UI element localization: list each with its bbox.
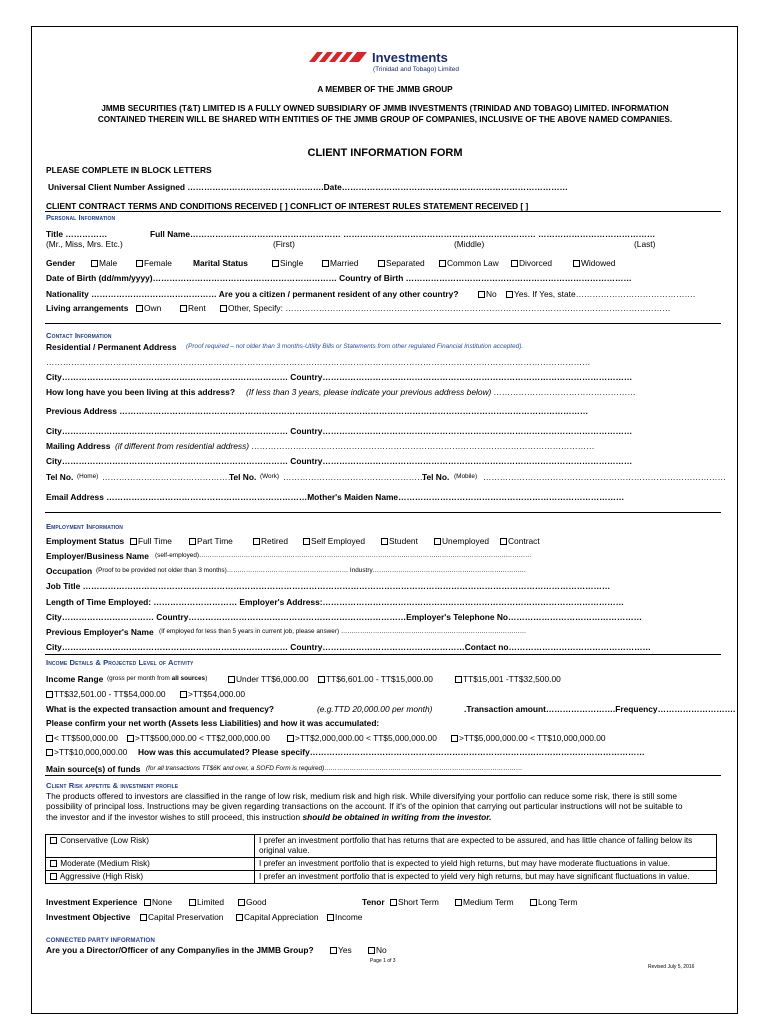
title-field[interactable]: Title …………… <box>46 229 108 239</box>
tel-work-field[interactable]: …………………………………………… <box>283 472 426 482</box>
marital-separated-checkbox[interactable]: Separated <box>378 258 425 268</box>
emp-self-employed-checkbox[interactable]: Self Employed <box>303 536 365 546</box>
exp-limited-checkbox[interactable]: Limited <box>189 897 224 907</box>
tel-mobile-label: Tel No. <box>422 472 450 482</box>
transaction-field[interactable]: .Transaction amount…………………….Frequency………………………. <box>464 704 736 714</box>
obj-preservation-checkbox[interactable]: Capital Preservation <box>140 912 223 922</box>
terms-line: CLIENT CONTRACT TERMS AND CONDITIONS RECEIVED [ ] CONFLICT OF INTEREST RULES STATEMENT RECEIVED [ ] <box>46 201 529 211</box>
prev-city-country-field[interactable]: City……………………………………………………………………… Country………………………………………………………………………………………………… <box>46 426 633 436</box>
ucn-field[interactable]: Universal Client Number Assigned ………………………………………….Date……………………………………………………………………… <box>48 182 568 192</box>
other-country-yes-checkbox[interactable]: Yes. If Yes, state……………………………………. <box>506 289 695 299</box>
city-country-field[interactable]: City……………………………………………………………………… Country………………………………………………………………………………………………… <box>46 372 633 382</box>
risk-aggressive-checkbox[interactable]: Aggressive (High Risk) <box>46 871 255 884</box>
nw-opt5-checkbox[interactable]: >TT$10,000,000.00 <box>46 747 127 757</box>
emp-full-time-checkbox[interactable]: Full Time <box>130 536 172 546</box>
logo-subtitle: (Trinidad and Tobago) Limited <box>373 66 459 73</box>
connected-question: Are you a Director/Officer of any Company/ies in the JMMB Group? <box>46 945 314 955</box>
emp-retired-checkbox[interactable]: Retired <box>253 536 288 546</box>
obj-appreciation-checkbox[interactable]: Capital Appreciation <box>236 912 319 922</box>
middle-hint: (Middle) <box>454 239 485 249</box>
tenor-label: Tenor <box>362 897 385 907</box>
block-letters-note: PLEASE COMPLETE IN BLOCK LETTERS <box>46 165 212 175</box>
tel-mobile-hint: (Mobile) <box>454 473 478 480</box>
nationality-field[interactable]: Nationality ……………………………………… Are you a citizen / permanent resident of any other country? <box>46 289 459 299</box>
employer-field[interactable]: (self-employed)………………………………………………………………………………………………………………………………………… <box>155 552 532 559</box>
residential-note: (Proof required – not older than 3 months-Utility Bills or Statements from other regulated Financial Institution accepted). <box>186 343 524 350</box>
gender-female-checkbox[interactable]: Female <box>136 258 172 268</box>
other-country-no-checkbox[interactable]: No <box>478 289 497 299</box>
marital-divorced-checkbox[interactable]: Divorced <box>511 258 552 268</box>
income-opt3-checkbox[interactable]: TT$15,001 -TT$32,500.00 <box>455 674 561 684</box>
gender-label: Gender <box>46 258 76 268</box>
employer-label: Employer/Business Name <box>46 551 149 561</box>
mailing-label: Mailing Address <box>46 441 111 451</box>
expected-note: (e.g.TTD 20,000.00 per month) <box>317 704 433 714</box>
divider <box>45 654 721 655</box>
table-row <box>46 835 717 858</box>
marital-single-checkbox[interactable]: Single <box>272 258 303 268</box>
divider <box>45 775 721 776</box>
income-opt5-checkbox[interactable]: >TT$54,000.00 <box>180 689 245 699</box>
tel-home-label: Tel No. <box>46 472 74 482</box>
employer-city-field[interactable]: City…………………………… Country……………………………………………………………………Employer's Telephone No………………………………………… <box>46 612 643 622</box>
prev-employer-field[interactable]: (If employed for less than 5 years in current job, please answer) …………………………………………………………………………… <box>159 628 527 635</box>
occupation-label: Occupation <box>46 566 93 576</box>
mail-city-country-field[interactable]: City……………………………………………………………………… Country………………………………………………………………………………………………… <box>46 456 633 466</box>
notice-line-2: CONTAINED THEREIN WILL BE SHARED WITH ENTITIES OF THE JMMB GROUP OF COMPANIES, INCLUSIVE OF THE ABOVE NAMED COMPANIES. <box>97 115 673 124</box>
table-row <box>46 871 717 884</box>
main-source-label: Main source(s) of funds <box>46 764 141 774</box>
dob-field[interactable]: Date of Birth (dd/mm/yyyy)………………………………………………………… Country of Birth ……………………………………………………………………… <box>46 273 632 283</box>
length-address-field[interactable]: Length of Time Employed: ………………………… Employer's Address:……………………………………………………………………………………………… <box>46 597 625 607</box>
risk-heading: Client Risk appetite & investment profile <box>46 781 179 790</box>
page-number: Page 1 of 3 <box>370 958 396 964</box>
net-worth-label: Please confirm your net worth (Assets less Liabilities) and how it was accumulated: <box>46 718 380 728</box>
prev-employer-city-field[interactable]: City……………………………………………………………………… Country……………………………………………Contact no…………………………………………… <box>46 642 651 652</box>
risk-paragraph-2: possibility of principal loss. Instructions may be given regarding transactions on the account. If it's of the opinion that carrying out particular instructions will not be suitable to <box>46 801 683 811</box>
tenor-medium-checkbox[interactable]: Medium Term <box>455 897 514 907</box>
living-label: Living arrangements <box>46 303 129 313</box>
full-name-field[interactable]: Full Name……………………………………………… …………………………………………………………… …………………………………… <box>150 229 656 239</box>
nw-opt4-checkbox[interactable]: >TT$5,000,000.00 < TT$10,000,000.00 <box>451 733 606 743</box>
living-other-checkbox[interactable]: Other, Specify: ………………………………………………………………………………………………………………………… <box>220 303 671 313</box>
tel-work-hint: (Work) <box>260 473 280 480</box>
form-title: CLIENT INFORMATION FORM <box>307 147 463 159</box>
residential-label: Residential / Permanent Address <box>46 342 177 352</box>
member-line: A MEMBER OF THE JMMB GROUP <box>317 85 453 94</box>
risk-table <box>45 834 717 884</box>
main-source-field[interactable]: (for all transactions TT$6K and over, a SOFD Form is required)………………………………………………………………………………… <box>146 765 523 772</box>
tel-home-hint: (Home) <box>77 473 99 480</box>
obj-income-checkbox[interactable]: Income <box>327 912 362 922</box>
connected-yes-checkbox[interactable]: Yes <box>330 945 352 955</box>
table-row <box>46 858 717 871</box>
occupation-industry-field[interactable]: (Proof to be provided not older than 3 months)………………………………………………… Industry……………………………………………………………… <box>96 567 527 574</box>
risk-moderate-checkbox[interactable]: Moderate (Medium Risk) <box>46 858 255 871</box>
risk-conservative-checkbox[interactable]: Conservative (Low Risk) <box>46 835 255 858</box>
risk-moderate-desc: I prefer an investment portfolio that is expected to yield high returns, but may have moderate fluctuations in value. <box>255 858 717 871</box>
living-rent-checkbox[interactable]: Rent <box>180 303 206 313</box>
risk-paragraph-1: The products offered to investors are classified in the range of low risk, medium risk and high risk. While diversifying your portfolio can reduce some risk, there is still some <box>46 791 678 801</box>
notice-line-1: JMMB SECURITIES (T&T) LIMITED IS A FULLY OWNED SUBSIDIARY OF JMMB INVESTMENTS (TRINIDAD AND TOBAGO) LIMITED. INFORMATION <box>101 104 669 113</box>
job-title-field[interactable]: Job Title ……………………………………………………………………………………………………………………………………………………………………… <box>46 581 611 591</box>
revised-date: Revised July 5, 2016 <box>648 964 695 970</box>
jmmb-logo-icon <box>307 50 369 64</box>
income-opt2-checkbox[interactable]: TT$6,601.00 - TT$15,000.00 <box>318 674 433 684</box>
connected-no-checkbox[interactable]: No <box>368 945 387 955</box>
tel-mobile-field[interactable]: …………………………………………………………………………… <box>483 472 726 482</box>
prev-employer-label: Previous Employer's Name <box>46 627 154 637</box>
title-hint: (Mr., Miss, Mrs. Etc.) <box>46 239 123 249</box>
employment-heading: Employment Information <box>46 522 123 531</box>
marital-widowed-checkbox[interactable]: Widowed <box>573 258 615 268</box>
employment-status-label: Employment Status <box>46 536 125 546</box>
how-long-label: How long have you been living at this address? <box>46 387 235 397</box>
exp-none-checkbox[interactable]: None <box>144 897 172 907</box>
gender-male-checkbox[interactable]: Male <box>91 258 117 268</box>
residential-address-field[interactable]: …………………………………………………………………………………………………………………………………………………………………………… <box>46 357 591 367</box>
mailing-address-field[interactable]: (if different from residential address) …………………………………………………………………………………………………………… <box>115 441 595 451</box>
last-hint: (Last) <box>634 239 656 249</box>
divider <box>45 211 721 212</box>
emp-student-checkbox[interactable]: Student <box>381 536 418 546</box>
marital-common-law-checkbox[interactable]: Common Law <box>439 258 499 268</box>
income-heading: Income Details & Projected Level of Activity <box>46 658 194 667</box>
emp-unemployed-checkbox[interactable]: Unemployed <box>434 536 489 546</box>
how-long-field[interactable]: (If less than 3 years, please indicate your previous address below) …………………………………………… <box>246 387 637 397</box>
tel-work-label: Tel No. <box>229 472 257 482</box>
email-maiden-field[interactable]: Email Address ………………………………………………………………Mother's Maiden Name……………………………………………………………………… <box>46 492 625 502</box>
tenor-short-checkbox[interactable]: Short Term <box>390 897 439 907</box>
risk-conservative-desc: I prefer an investment portfolio that has returns that are expected to be assured, and has little chance of falling below its original value. <box>255 835 717 858</box>
income-opt1-checkbox[interactable]: Under TT$6,000.00 <box>228 674 308 684</box>
living-own-checkbox[interactable]: Own <box>136 303 161 313</box>
first-hint: (First) <box>273 239 295 249</box>
experience-label: Investment Experience <box>46 897 138 907</box>
divider <box>45 323 721 324</box>
accumulated-field[interactable]: How was this accumulated? Please specify………………………………………………………………………………………………………… <box>138 747 645 757</box>
nw-opt2-checkbox[interactable]: >TT$500,000.00 < TT$2,000,000.00 <box>127 733 270 743</box>
logo-word: Investments <box>372 50 448 65</box>
marital-label: Marital Status <box>193 258 248 268</box>
expected-label: What is the expected transaction amount and frequency? <box>46 704 275 714</box>
nw-opt1-checkbox[interactable]: < TT$500,000.00 <box>46 733 118 743</box>
nw-opt3-checkbox[interactable]: >TT$2,000,000.00 < TT$5,000,000.00 <box>287 733 437 743</box>
emp-part-time-checkbox[interactable]: Part Time <box>189 536 233 546</box>
income-opt4-checkbox[interactable]: TT$32,501.00 - TT$54,000.00 <box>46 689 166 699</box>
marital-married-checkbox[interactable]: Married <box>322 258 358 268</box>
connected-heading: CONNECTED PARTY INFORMATION <box>46 937 155 944</box>
contact-heading: Contact Information <box>46 331 112 340</box>
risk-paragraph-3: the investor and if the investor wishes to still proceed, this instruction should be obtained in writing from the investor. <box>46 812 492 822</box>
emp-contract-checkbox[interactable]: Contract <box>500 536 540 546</box>
objective-label: Investment Objective <box>46 912 131 922</box>
tel-home-field[interactable]: ………………………………………… <box>102 472 236 482</box>
exp-good-checkbox[interactable]: Good <box>238 897 267 907</box>
personal-heading: Personal Information <box>46 213 116 222</box>
income-range-note: (gross per month from all sources) <box>107 675 208 682</box>
previous-address-field[interactable]: Previous Address …………………………………………………………………………………………………………………………………………………… <box>46 406 589 416</box>
divider <box>45 512 721 513</box>
tenor-long-checkbox[interactable]: Long Term <box>530 897 577 907</box>
risk-aggressive-desc: I prefer an investment portfolio that is expected to yield very high returns, but may have significant fluctuations in value. <box>255 871 717 884</box>
income-range-label: Income Range <box>46 674 104 684</box>
